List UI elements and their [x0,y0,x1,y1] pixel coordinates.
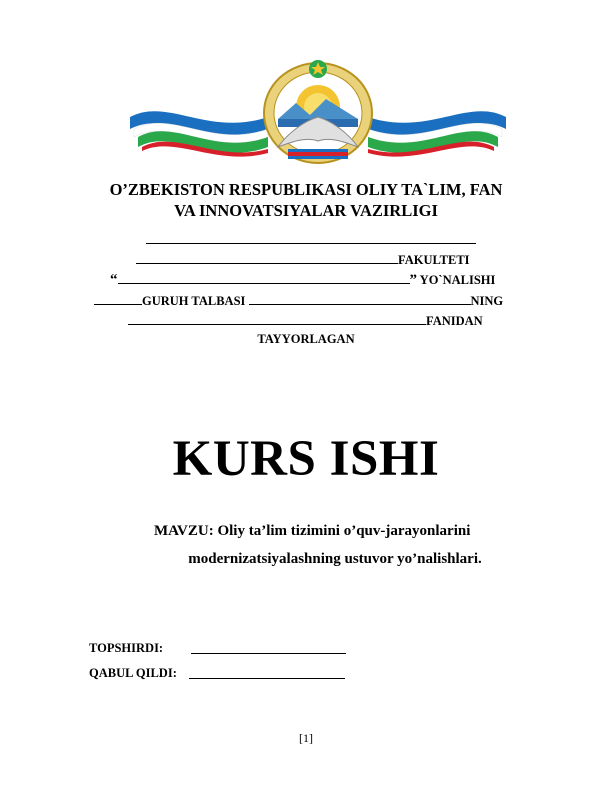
topic [150,517,520,573]
subject-line [128,314,483,329]
state-emblem-icon [128,57,508,165]
faculty-blank [136,263,398,264]
student-name-blank [249,304,471,305]
open-quote: “ [110,272,118,288]
blank-line [146,243,476,244]
submitted-label: TOPSHIRDI: [89,641,164,655]
ministry-line-1: O’ZBEKISTON RESPUBLIKASI OLIY TA`LIM, FAN [109,180,503,199]
subject-blank [128,324,426,325]
submitted-line [89,641,163,656]
ning-label: NING [470,294,504,308]
topic-line-2: modernizatsiyalashning ustuvor yo’nalishlari. [188,551,482,567]
submitted-blank [191,653,346,654]
direction-line [110,272,495,289]
accepted-label: QABUL QILDI: [89,666,177,680]
group-blank [94,304,142,305]
faculty-line [136,253,470,268]
document-title: KURS ISHI [172,431,440,487]
direction-label: YO`NALISHI [419,273,496,287]
close-quote: ” [409,272,417,288]
prepared-label: TAYYORLAGAN [257,332,355,346]
group-line [94,294,503,309]
ministry-heading [0,179,612,221]
subject-label: FANIDAN [426,314,483,328]
accepted-blank [189,678,345,679]
ministry-line-2: VA INNOVATSIYALAR VAZIRLIGI [174,201,438,220]
direction-blank [118,283,410,284]
group-label: GURUH TALBASI [142,294,246,308]
page-number: [1] [299,731,313,745]
accepted-line [89,666,177,681]
topic-line-1: MAVZU: Oliy ta’lim tizimini o’quv-jarayonlarini [154,523,471,539]
faculty-label: FAKULTETI [398,253,470,267]
